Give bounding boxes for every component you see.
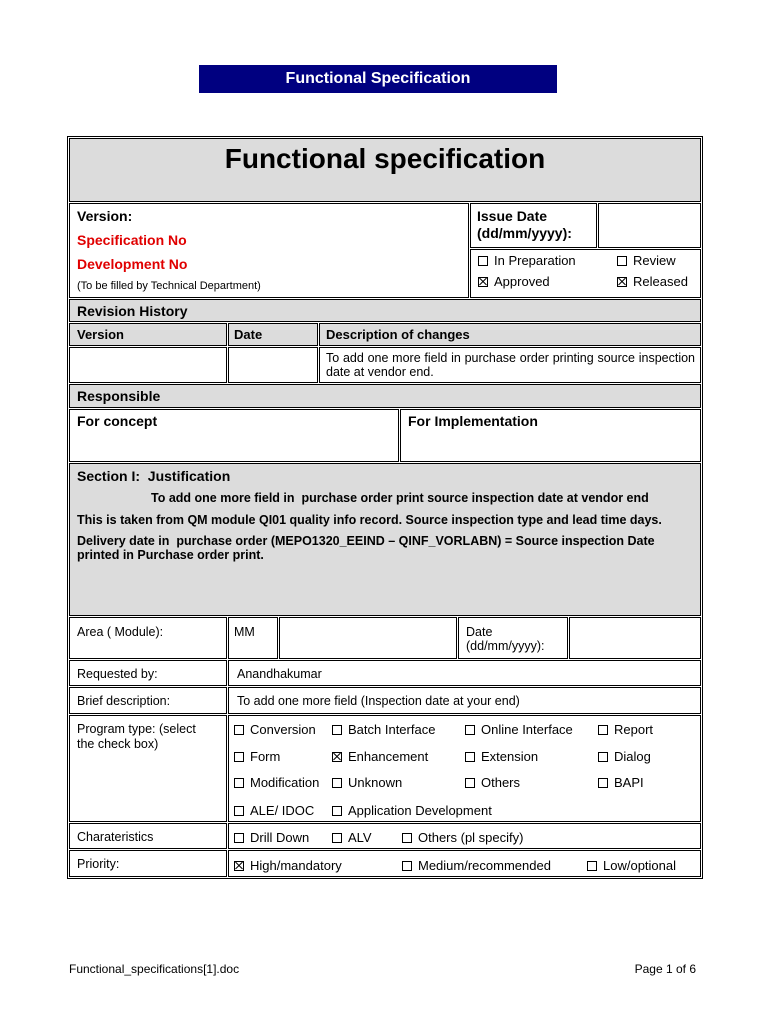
rev-row-date[interactable]: [228, 347, 318, 383]
version-label: Version:: [77, 208, 133, 224]
checkbox-icon[interactable]: [478, 256, 488, 266]
checkbox-checked-icon[interactable]: [478, 277, 488, 287]
rev-row-desc: To add one more field in purchase order printing source inspection date at vendor end.: [326, 351, 695, 379]
justification-line-1: To add one more field in purchase order print source inspection date at vendor end: [151, 491, 649, 505]
checkbox-icon[interactable]: [332, 833, 342, 843]
option-released[interactable]: [617, 274, 688, 289]
checkbox-checked-icon[interactable]: [332, 752, 342, 762]
option-report[interactable]: [598, 722, 653, 737]
specification-no: Specification No: [77, 232, 187, 248]
option-form[interactable]: [234, 749, 280, 764]
checkbox-checked-icon[interactable]: [234, 861, 244, 871]
option-online-interface[interactable]: [465, 722, 573, 737]
for-concept-label: For concept: [77, 413, 158, 429]
rev-col-date-label: Date: [234, 327, 263, 342]
brief-label: Brief description:: [77, 694, 171, 708]
fill-note: (To be filled by Technical Department): [77, 280, 261, 292]
option-label: ALV: [348, 830, 372, 845]
char-label: Charateristics: [77, 830, 154, 844]
option-conversion[interactable]: [234, 722, 316, 737]
option-label: Medium/recommended: [418, 858, 551, 873]
justification-title: Section I: Justification: [77, 468, 231, 484]
option-label: In Preparation: [494, 253, 576, 268]
option-approved[interactable]: [478, 274, 550, 289]
option-alv[interactable]: [332, 830, 372, 845]
checkbox-icon[interactable]: [332, 806, 342, 816]
rev-col-desc-label: Description of changes: [326, 327, 470, 342]
option-label: Released: [633, 274, 688, 289]
checkbox-icon[interactable]: [234, 752, 244, 762]
checkbox-icon[interactable]: [465, 752, 475, 762]
option-label: Low/optional: [603, 858, 676, 873]
option-unknown[interactable]: [332, 775, 402, 790]
document-title: Functional specification: [224, 143, 546, 174]
option-enhancement[interactable]: [332, 749, 428, 764]
option-review[interactable]: [617, 253, 676, 268]
option-extension[interactable]: [465, 749, 538, 764]
issue-date-label: Issue Date (dd/mm/yyyy):: [477, 208, 572, 241]
option-label: Extension: [481, 749, 539, 764]
checkbox-icon[interactable]: [598, 752, 608, 762]
area-extra-cell[interactable]: [279, 617, 457, 659]
option-low-optional[interactable]: [587, 858, 676, 873]
option-label: Others (pl specify): [418, 830, 524, 845]
checkbox-icon[interactable]: [598, 725, 608, 735]
requested-value: Anandhakumar: [237, 667, 322, 681]
option-medium-recommended[interactable]: [402, 858, 551, 873]
checkbox-icon[interactable]: [332, 778, 342, 788]
checkbox-icon[interactable]: [234, 833, 244, 843]
checkbox-icon[interactable]: [234, 778, 244, 788]
banner-title: Functional Specification: [199, 65, 557, 93]
option-others[interactable]: [465, 775, 520, 790]
option-label: Enhancement: [348, 749, 429, 764]
checkbox-icon[interactable]: [234, 725, 244, 735]
for-implementation-label: For Implementation: [408, 413, 538, 429]
checkbox-icon[interactable]: [234, 806, 244, 816]
option-others-pl-specify[interactable]: [402, 830, 523, 845]
area-value: MM: [234, 625, 255, 639]
checkbox-checked-icon[interactable]: [617, 277, 627, 287]
justification-line-2: This is taken from QM module QI01 quality info record. Source inspection type and lead time days.: [77, 513, 662, 527]
option-label: Batch Interface: [348, 722, 436, 737]
checkbox-icon[interactable]: [617, 256, 627, 266]
option-label: Online Interface: [481, 722, 573, 737]
option-label: Form: [250, 749, 281, 764]
option-in-preparation[interactable]: [478, 253, 576, 268]
option-label: Approved: [494, 274, 550, 289]
footer-filename: Functional_specifications[1].doc: [69, 962, 240, 976]
checkbox-icon[interactable]: [465, 725, 475, 735]
checkbox-icon[interactable]: [465, 778, 475, 788]
area-label: Area ( Module):: [77, 625, 164, 639]
responsible-header: [69, 384, 701, 408]
option-label: ALE/ IDOC: [250, 803, 315, 818]
option-batch-interface[interactable]: [332, 722, 435, 737]
revision-title: Revision History: [77, 303, 188, 319]
option-ale-idoc[interactable]: [234, 803, 314, 818]
option-label: Drill Down: [250, 830, 310, 845]
checkbox-icon[interactable]: [598, 778, 608, 788]
justification-line-3: Delivery date in purchase order (MEPO1320_EEIND – QINF_VORLABN) = Source inspection Date printed in Purchase order print.: [77, 534, 659, 562]
option-drill-down[interactable]: [234, 830, 309, 845]
option-label: Review: [633, 253, 676, 268]
program-label: Program type: (select the check box): [77, 722, 196, 751]
rev-row-version[interactable]: [69, 347, 227, 383]
option-label: High/mandatory: [250, 858, 342, 873]
option-modification[interactable]: [234, 775, 319, 790]
brief-value: To add one more field (Inspection date at your end): [237, 694, 520, 708]
option-label: BAPI: [614, 775, 644, 790]
rev-col-version-label: Version: [77, 327, 124, 342]
option-bapi[interactable]: [598, 775, 644, 790]
checkbox-icon[interactable]: [402, 833, 412, 843]
requested-label: Requested by:: [77, 667, 158, 681]
option-label: Report: [614, 722, 654, 737]
option-high-mandatory[interactable]: [234, 858, 342, 873]
date-value-cell[interactable]: [569, 617, 701, 659]
option-label: Application Development: [348, 803, 492, 818]
responsible-title: Responsible: [77, 388, 161, 404]
option-label: Modification: [250, 775, 320, 790]
option-application-development[interactable]: [332, 803, 492, 818]
option-label: Conversion: [250, 722, 316, 737]
checkbox-icon[interactable]: [332, 725, 342, 735]
option-label: Others: [481, 775, 521, 790]
development-no: Development No: [77, 256, 188, 272]
checkbox-icon[interactable]: [587, 861, 597, 871]
option-label: Unknown: [348, 775, 403, 790]
option-dialog[interactable]: [598, 749, 651, 764]
footer-page: Page 1 of 6: [634, 962, 696, 976]
option-label: Dialog: [614, 749, 651, 764]
priority-label: Priority:: [77, 857, 120, 871]
issue-date-value[interactable]: [598, 203, 701, 248]
date-label: Date (dd/mm/yyyy):: [466, 625, 545, 653]
checkbox-icon[interactable]: [402, 861, 412, 871]
